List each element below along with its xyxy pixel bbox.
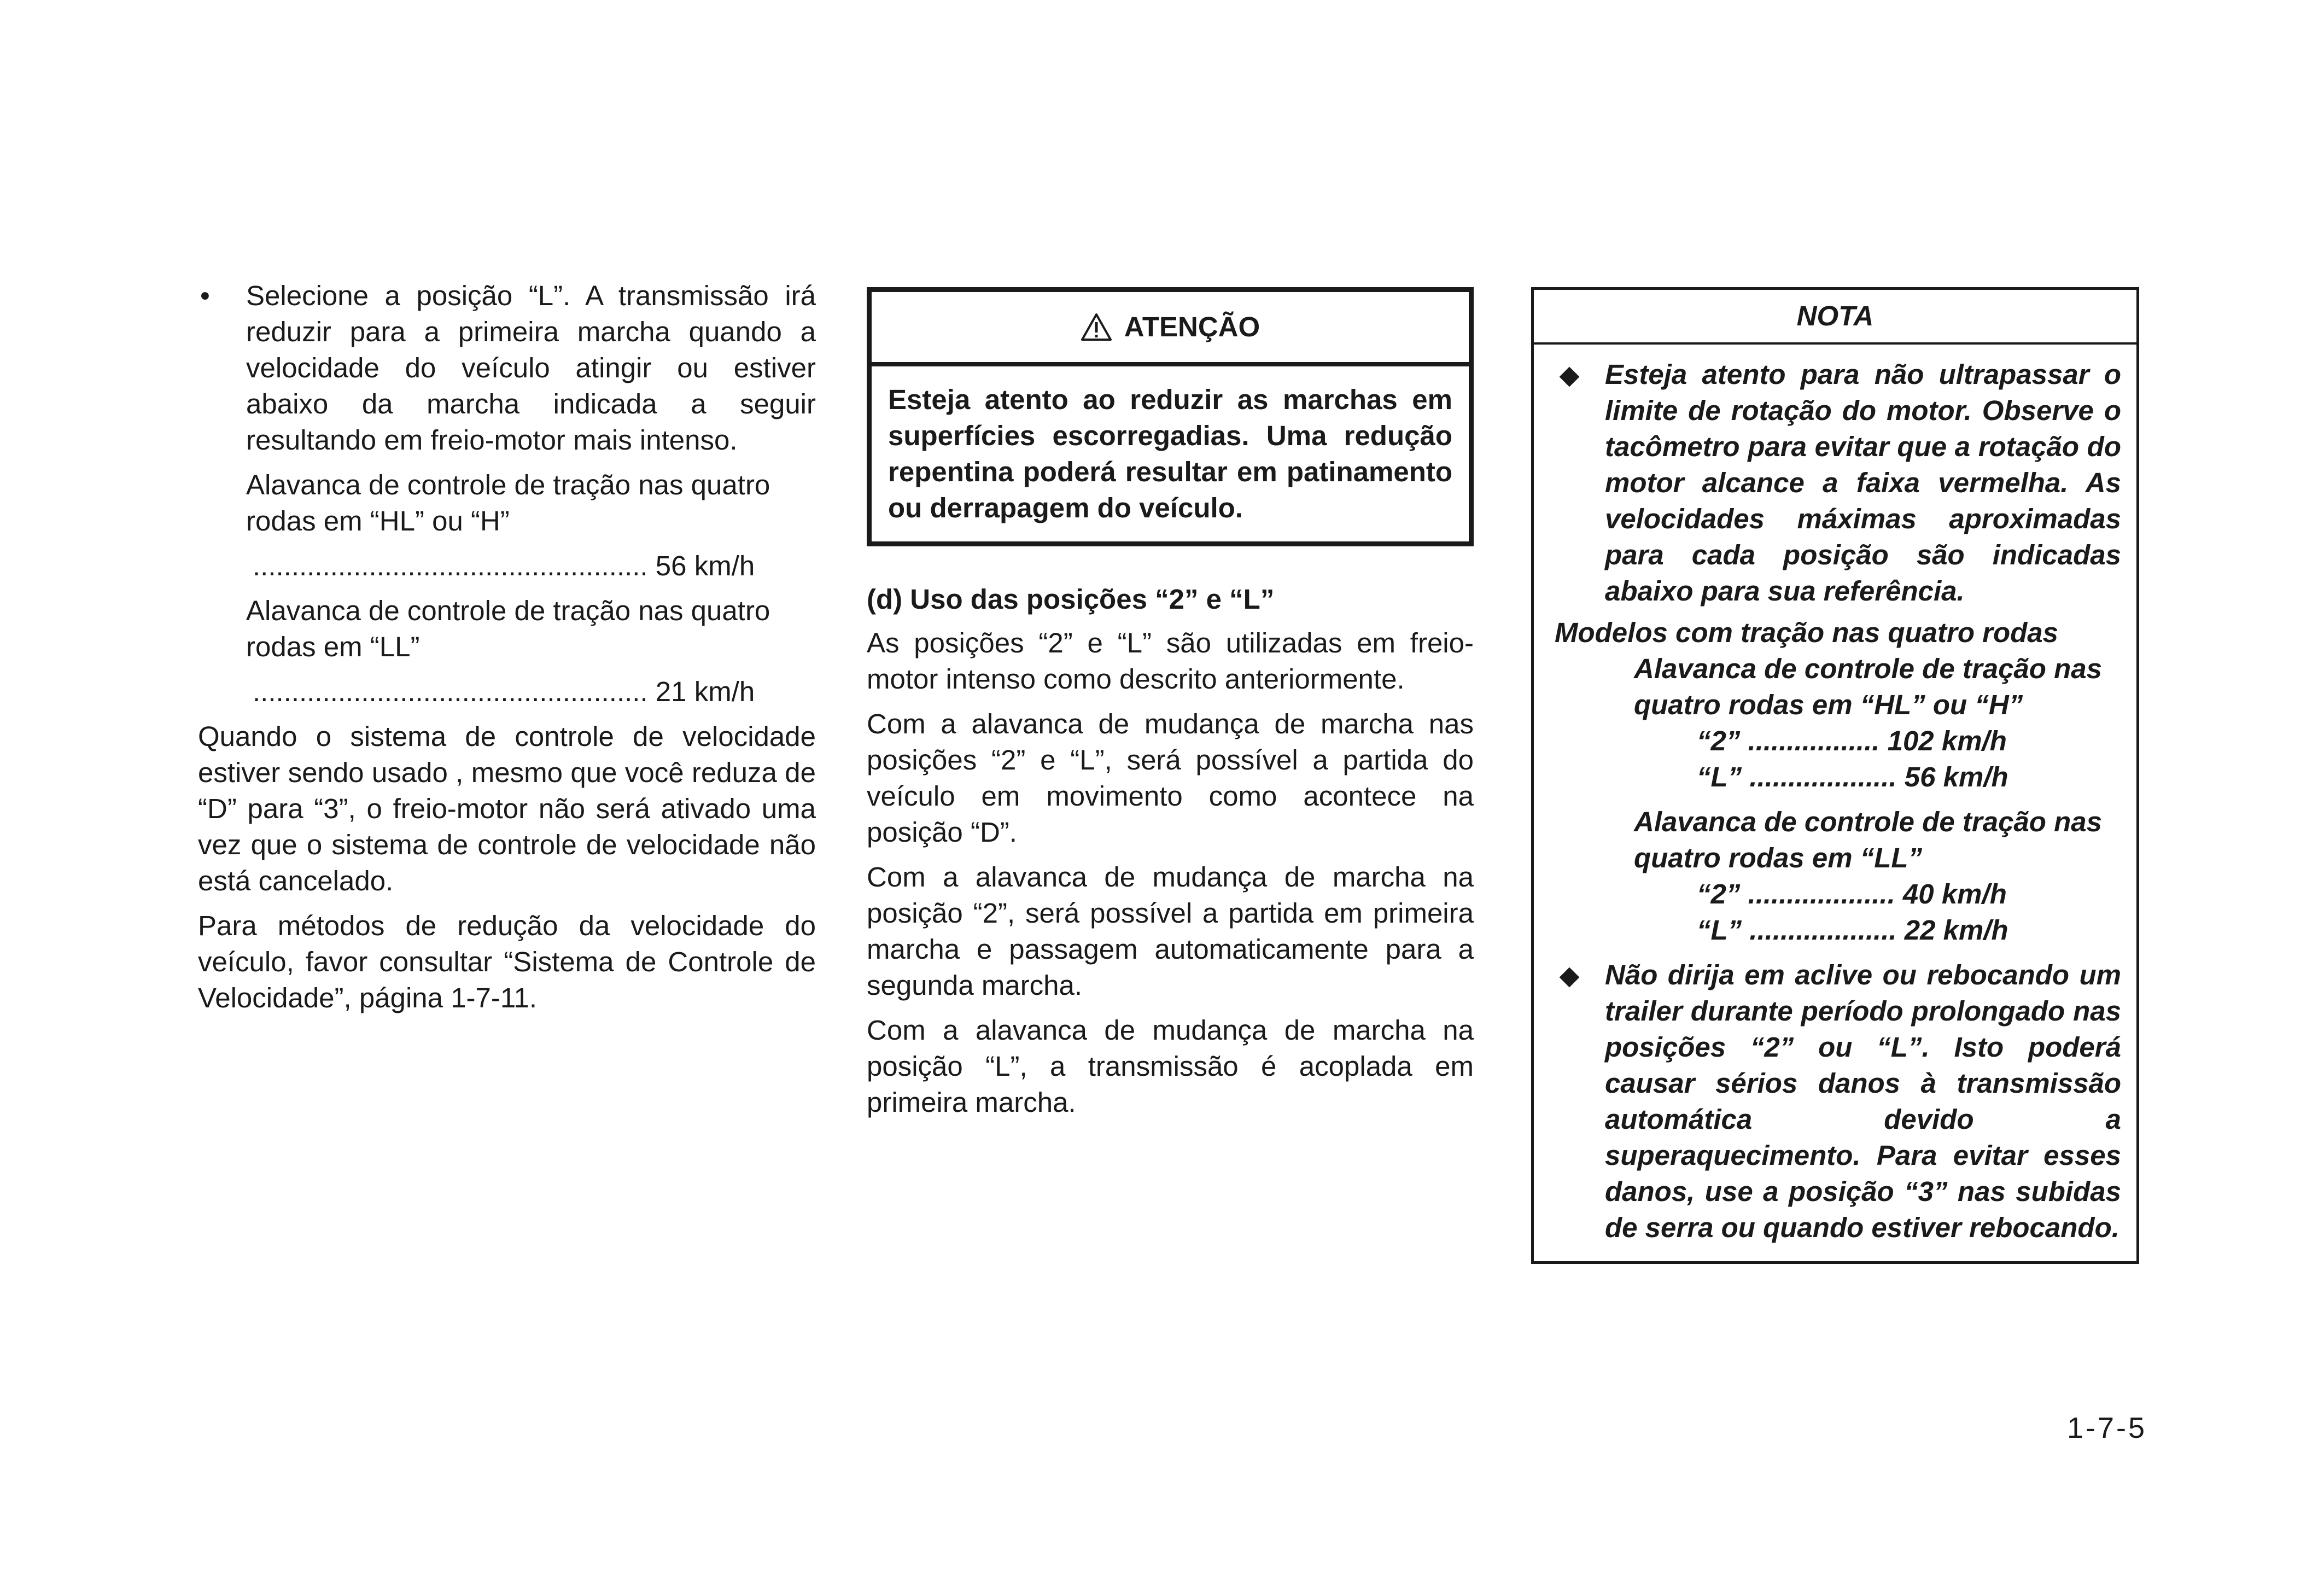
diamond-bullet-icon	[1555, 957, 1605, 993]
section-heading: (d) Uso das posições “2” e “L”	[867, 584, 1275, 615]
note-item	[1555, 357, 2121, 609]
note-header	[1534, 290, 2136, 345]
lever-ll-label: Alavanca de controle de tração nas quatro rodas em “LL”	[1634, 806, 2102, 873]
warning-box	[867, 287, 1474, 546]
bullet-dot: •	[200, 280, 210, 311]
lever-ll-label: Alavanca de controle de tração nas quatro rodas em “LL”	[246, 595, 770, 662]
lever-hl-label: Alavanca de controle de tração nas quatro rodas em “HL” ou “H”	[246, 469, 770, 537]
page-number: 1-7-5	[2067, 1412, 2147, 1444]
speed-hl-2: “2” ................. 102 km/h	[1697, 725, 2007, 756]
paragraph: Com a alavanca de mudança de marcha nas posições “2” e “L”, será possível a partida do veículo em movimento como acontece na posição “D”.	[867, 708, 1474, 848]
note-box	[1531, 287, 2139, 1264]
bullet-text: Selecione a posição “L”. A transmissão irá reduzir para a primeira marcha quando a velocidade do veículo atingir ou estiver abaixo da marcha indicada a seguir resultando em freio-motor mais intenso.	[246, 280, 816, 456]
speed-ll-l: “L” ................... 22 km/h	[1697, 914, 2008, 946]
speed-ll-2: “2” ................... 40 km/h	[1697, 878, 2007, 909]
paragraph: As posições “2” e “L” são utilizadas em freio-motor intenso como descrito anteriormente.	[867, 627, 1474, 695]
note-title: NOTA	[1796, 300, 1874, 331]
diamond-bullet-icon	[1555, 357, 1605, 393]
middle-column	[867, 287, 1474, 1121]
warning-triangle-icon	[1081, 313, 1112, 341]
speed-ll-value: ................................................... 21 km/h	[253, 676, 755, 707]
note-item-text: Não dirija em aclive ou rebocando um trailer durante período prolongado nas posições “2” ou “L”. Isto poderá causar sérios danos à transmissão automática devido a superaquecimento. Para evitar esses danos, use a posição “3” nas subidas de serra ou quando estiver rebocando.	[1605, 959, 2121, 1243]
lever-hl-label: Alavanca de controle de tração nas quatro rodas em “HL” ou “H”	[1634, 653, 2102, 720]
warning-title: ATENÇÃO	[1124, 311, 1260, 342]
models-title: Modelos com tração nas quatro rodas	[1555, 617, 2059, 648]
paragraph: Com a alavanca de mudança de marcha na posição “L”, a transmissão é acoplada em primeira marcha.	[867, 1015, 1474, 1118]
paragraph-cruise: Quando o sistema de controle de velocidade estiver sendo usado , mesmo que você reduza de “D” para “3”, o freio-motor não será ativado uma vez que o sistema de controle de velocidade não está cancelado.	[198, 721, 816, 896]
speed-hl-value: ................................................... 56 km/h	[253, 550, 755, 581]
bullet-item	[198, 278, 816, 458]
speed-hl-l: “L” ................... 56 km/h	[1697, 761, 2008, 792]
note-item-text: Esteja atento para não ultrapassar o limite de rotação do motor. Observe o tacômetro para evitar que a rotação do motor alcance a faixa vermelha. As velocidades máximas aproximadas para cada posição são indicadas abaixo para sua referência.	[1605, 359, 2121, 607]
right-column	[1531, 287, 2139, 1264]
note-item	[1555, 957, 2121, 1246]
paragraph: Com a alavanca de mudança de marcha na posição “2”, será possível a partida em primeira marcha e passagem automaticamente para a segunda marcha.	[867, 861, 1474, 1001]
left-column	[198, 278, 816, 1016]
warning-header	[872, 292, 1469, 366]
paragraph-reference: Para métodos de redução da velocidade do veículo, favor consultar “Sistema de Controle de Velocidade”, página 1-7-11.	[198, 910, 816, 1013]
note-body	[1534, 345, 2136, 1261]
warning-text: Esteja atento ao reduzir as marchas em superfícies escorregadias. Uma redução repentina poderá resultar em patinamento ou derrapagem do veículo.	[888, 384, 1452, 523]
